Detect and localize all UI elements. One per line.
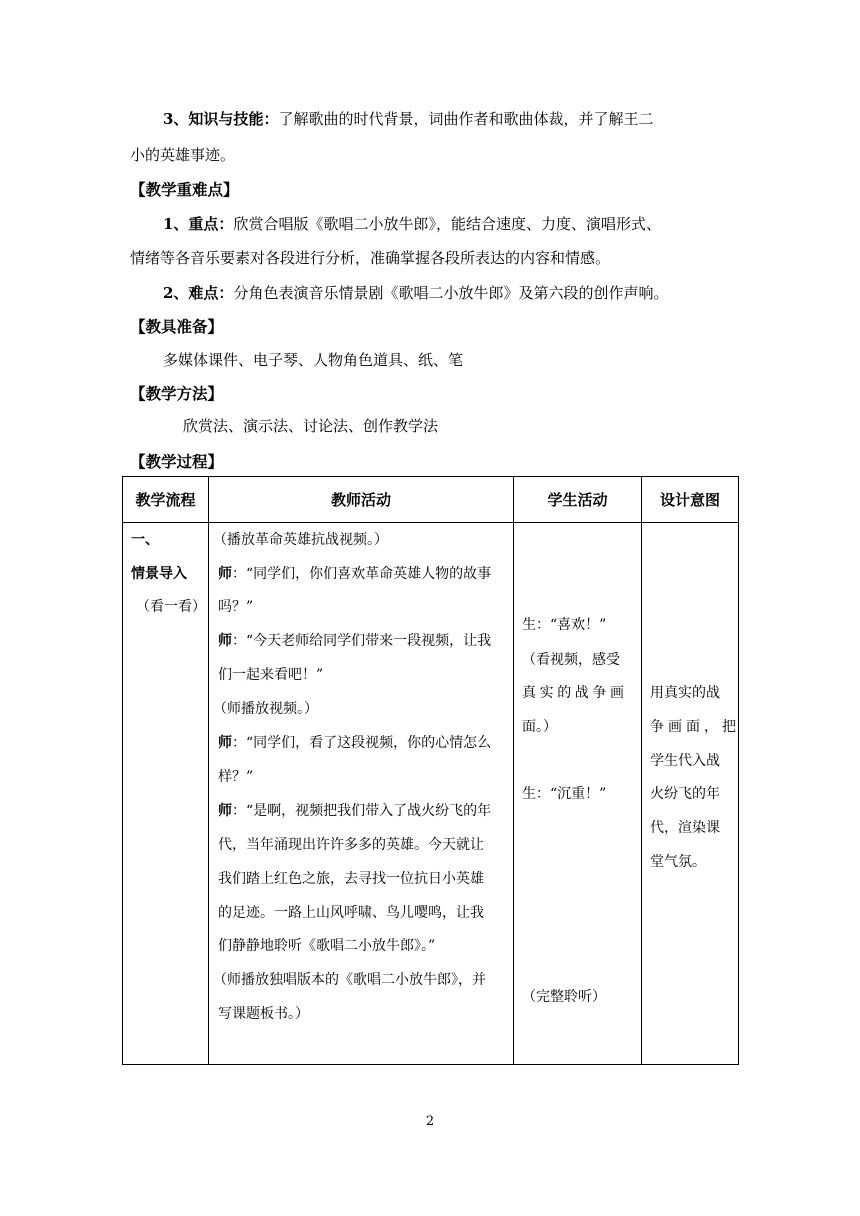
flow-cell: [123, 523, 209, 1065]
teacher-line: [218, 802, 491, 820]
teacher-text: （师播放视频。）: [213, 701, 318, 717]
teacher-text: 我们踏上红色之旅，去寻找一位抗日小英雄: [218, 871, 484, 887]
teacher-speaker: 师: [218, 803, 232, 819]
teacher-speaker: 师: [218, 566, 232, 582]
teacher-text: （播放革命英雄抗战视频。）: [213, 532, 388, 548]
difficulty-point: [163, 283, 668, 303]
objective-3-label: 3、知识与技能：: [163, 110, 279, 128]
teacher-line: [218, 632, 491, 650]
intent-cell: [642, 523, 739, 1065]
teacher-speaker: 师: [218, 735, 232, 751]
student-line: （看视频，感受: [522, 652, 620, 668]
process-heading: 【教学过程】: [130, 452, 224, 471]
focus-label: 1、重点：: [163, 215, 234, 233]
objective-3: [163, 109, 653, 129]
table-row: [123, 523, 739, 1065]
objective-3-text: 了解歌曲的时代背景，词曲作者和歌曲体裁，并了解王二: [278, 110, 654, 128]
teacher-text: 写课题板书。）: [218, 1006, 309, 1022]
intent-line: 争画面，把: [650, 719, 740, 735]
header-intent: 设计意图: [642, 477, 739, 523]
teacher-text: 们一起来看吧！”: [218, 667, 324, 683]
teacher-text: 代，当年涌现出许许多多的英雄。今天就让: [218, 837, 484, 853]
teacher-cell: [209, 523, 514, 1065]
student-line: （完整聆听）: [522, 989, 606, 1005]
student-line: 生：“沉重！”: [522, 786, 607, 802]
student-line: 真实的战争画: [522, 685, 628, 701]
teacher-line: [213, 700, 318, 718]
materials-heading: 【教具准备】: [130, 317, 224, 336]
teacher-line: [213, 531, 388, 549]
header-flow: 教学流程: [123, 477, 209, 523]
header-student: 学生活动: [514, 477, 642, 523]
teacher-text: ：“同学们，看了这段视频，你的心情怎么: [232, 735, 492, 751]
teacher-text: ：“是啊，视频把我们带入了战火纷飞的年: [232, 803, 492, 819]
materials-text: 多媒体课件、电子琴、人物角色道具、纸、笔: [163, 351, 464, 369]
teacher-line: [218, 1005, 309, 1023]
teacher-line: [218, 937, 435, 955]
intent-line: 学生代入战: [650, 753, 720, 769]
process-table: [122, 476, 739, 1065]
flow-step-note: （看一看）: [136, 599, 206, 615]
teacher-line: [218, 904, 484, 922]
focus-point: [163, 214, 661, 234]
teacher-line: [218, 666, 323, 684]
methods-heading: 【教学方法】: [130, 384, 224, 403]
difficulty-label: 2、难点：: [163, 284, 234, 302]
intent-line: 代，渲染课: [650, 820, 720, 836]
key-points-heading: 【教学重难点】: [130, 180, 239, 199]
teacher-speaker: 师: [218, 633, 232, 649]
methods-text: 欣赏法、演示法、讨论法、创作教学法: [183, 417, 439, 435]
student-cell: [514, 523, 642, 1065]
flow-step-title: 情景导入: [131, 566, 187, 582]
teacher-text: 吗？”: [218, 599, 254, 615]
intent-line: 堂气氛。: [650, 854, 706, 870]
header-teacher: 教师活动: [209, 477, 514, 523]
teacher-line: [213, 971, 486, 989]
teacher-line: [218, 734, 491, 752]
table-header-row: [123, 477, 739, 523]
teacher-text: 样？”: [218, 769, 254, 785]
page-number: 2: [425, 1114, 435, 1129]
teacher-text: ：“今天老师给同学们带来一段视频，让我: [232, 633, 492, 649]
focus-point-cont: 情绪等各音乐要素对各段进行分析，准确掌握各段所表达的内容和情感。: [130, 249, 611, 267]
focus-text: 欣赏合唱版《歌唱二小放牛郎》，能结合速度、力度、演唱形式、: [233, 215, 661, 233]
teacher-line: [218, 836, 484, 854]
teacher-text: 们静静地聆听《歌唱二小放牛郎》。”: [218, 938, 436, 954]
flow-step-number: 一、: [131, 532, 159, 548]
student-line: 生：“喜欢！”: [522, 617, 607, 633]
teacher-line: [218, 768, 253, 786]
teacher-line: [218, 870, 484, 888]
intent-line: 用真实的战: [650, 685, 720, 701]
intent-line: 火纷飞的年: [650, 786, 720, 802]
student-line: 面。）: [522, 719, 557, 735]
difficulty-text: 分角色表演音乐情景剧《歌唱二小放牛郎》及第六段的创作声响。: [233, 284, 669, 302]
teacher-text: （师播放独唱版本的《歌唱二小放牛郎》，并: [213, 972, 486, 988]
teacher-line: [218, 565, 491, 583]
objective-3-cont: 小的英雄事迹。: [130, 146, 236, 164]
teacher-text: 的足迹。一路上山风呼啸、鸟儿嘤鸣，让我: [218, 905, 484, 921]
teacher-text: ：“同学们，你们喜欢革命英雄人物的故事: [232, 566, 492, 582]
teacher-line: [218, 598, 253, 616]
